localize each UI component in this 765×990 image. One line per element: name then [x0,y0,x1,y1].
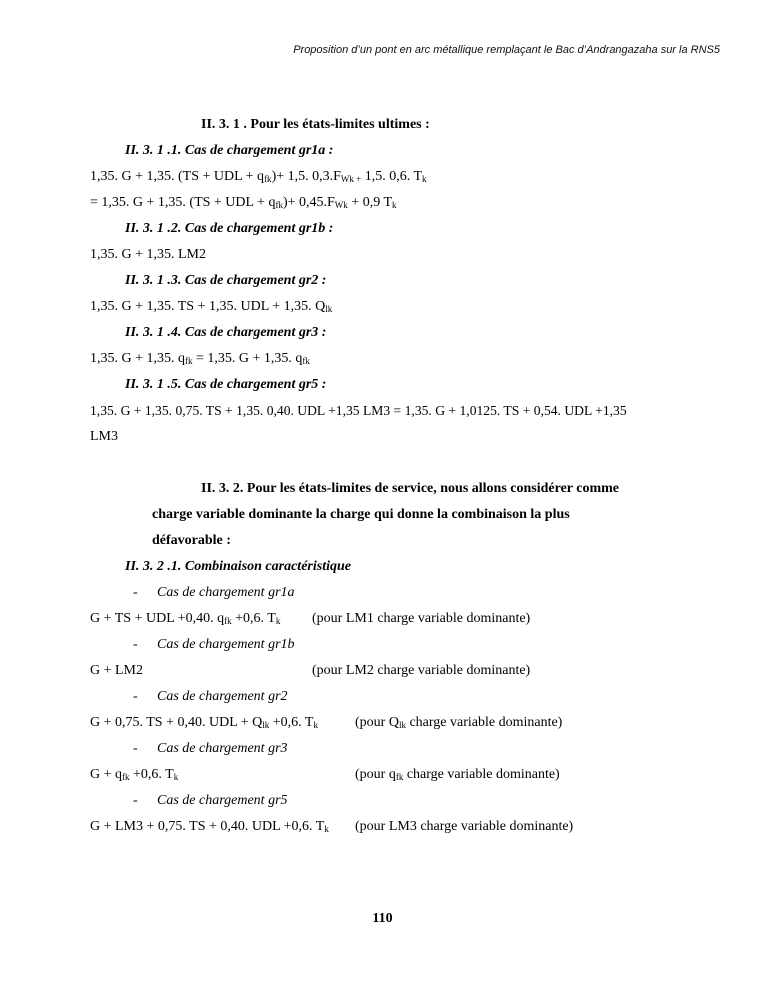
case-label-gr3: - Cas de chargement gr3 [133,741,288,756]
section-title-els-line1: II. 3. 2. Pour les états-limites de service, nous allons considérer comme [201,481,620,496]
subsection-gr2-title: II. 3. 1 .3. Cas de chargement gr2 : [125,273,327,288]
formula-gr1a-line1: 1,35. G + 1,35. (TS + UDL + $q_{fk})+ 1,5$. $0,3.F_{Wk +}$ 1,5. 0,6. $T_k$ [90,169,427,184]
case-label-gr1a: - Cas de chargement gr1a [133,585,295,600]
case-label-gr2: - Cas de chargement gr2 [133,689,288,704]
formula-gr1b: 1,35. G + 1,35. LM2 [90,247,207,262]
formula-gr1a-line2: = 1,35. G + 1,35. (TS + UDL + $q_{fk})+ 0,45.F_{Wk} + 0,9$ $T_k$ [90,195,397,210]
note-els-gr2: (pour $Q_{lk}$ charge variable dominante) [355,715,563,730]
formula-els-gr1b: G + LM2 [90,663,144,678]
note-els-gr1b: (pour LM2 charge variable dominante) [312,663,531,678]
subsection-gr1a-title: II. 3. 1 .1. Cas de chargement gr1a : [125,143,334,158]
formula-gr2: 1,35. G + 1,35. TS + 1,35. UDL + 1,35. $Q_{lk}$ [90,299,333,314]
section-title-elu: II. 3. 1 . Pour les états-limites ultimes : [201,117,430,132]
formula-gr3: 1,35. G + 1,35. $q_{fk} = 1,35$. G + 1,35. $q_{fk}$ [90,351,310,366]
formula-els-gr1a: G + TS + UDL +0,40. $q_{fk} +0,6$. $T_k$ [90,611,281,626]
subsection-gr3-title: II. 3. 1 .4. Cas de chargement gr3 : [125,325,327,340]
formula-els-gr5: G + LM3 + 0,75. TS + 0,40. UDL +0,6. $T_k$ [90,819,329,834]
section-title-els-line3: défavorable : [152,533,231,548]
subsection-gr5-title: II. 3. 1 .5. Cas de chargement gr5 : [125,377,327,392]
note-els-gr1a: (pour LM1 charge variable dominante) [312,611,531,626]
case-label-gr1b: - Cas de chargement gr1b [133,637,295,652]
case-label-gr5: - Cas de chargement gr5 [133,793,288,808]
formula-gr5-line1: 1,35. G + 1,35. 0,75. TS + 1,35. 0,40. UDL +1,35 LM3 = 1,35. G + 1,0125. TS + 0,54. UDL +1,35 [90,403,627,418]
formula-gr5-line2: LM3 [90,429,118,444]
formula-els-gr2: G + 0,75. TS + 0,40. UDL + $Q_{lk} +0,6$. $T_k$ [90,715,318,730]
subsection-gr1b-title: II. 3. 1 .2. Cas de chargement gr1b : [125,221,334,236]
note-els-gr3: (pour $q_{fk}$ charge variable dominante) [355,767,560,782]
formula-els-gr3: $G + q_{fk} +0,6$. $T_k$ [90,767,179,782]
page-number: 110 [372,911,393,926]
section-title-els-line2: charge variable dominante la charge qui donne la combinaison la plus [152,507,570,522]
subsection-combinaison-title: II. 3. 2 .1. Combinaison caractéristique [125,559,351,574]
note-els-gr5: (pour LM3 charge variable dominante) [355,819,574,834]
running-header: Proposition d’un pont en arc métallique remplaçant le Bac d’Andrangazaha sur la RNS5 [293,44,720,56]
